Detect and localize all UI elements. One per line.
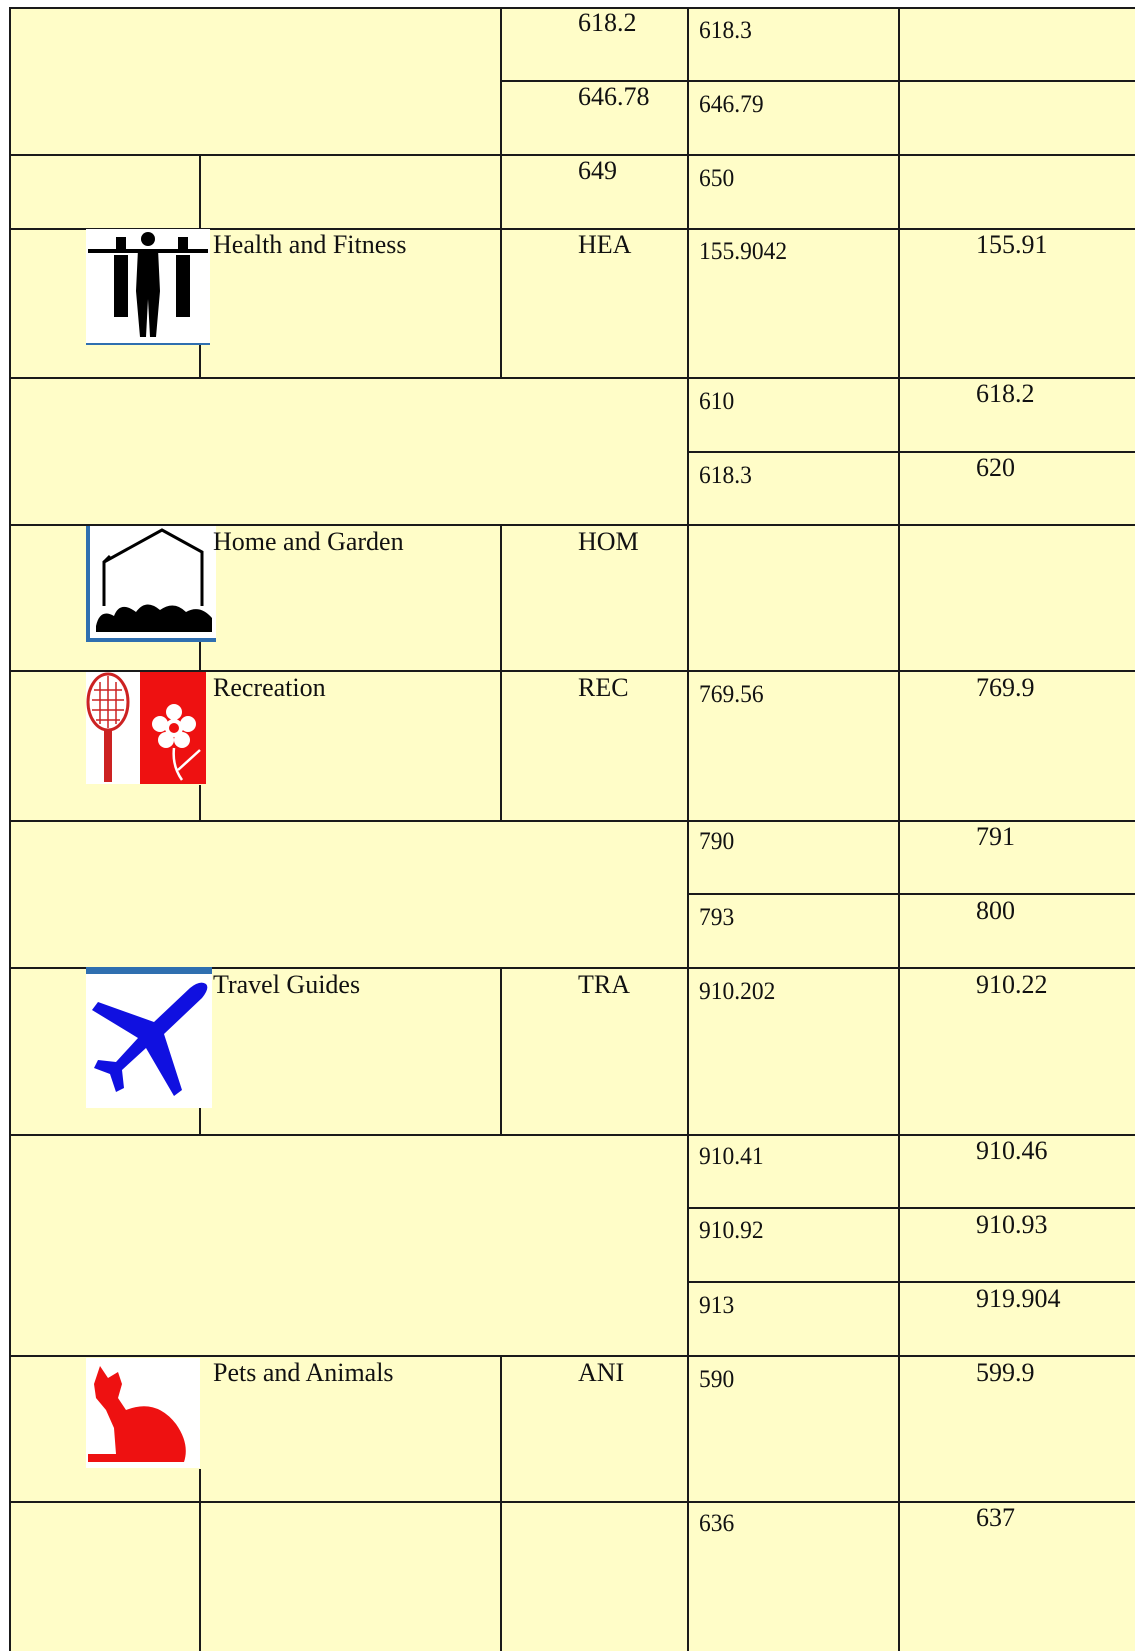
column-divider bbox=[687, 7, 689, 1651]
column-divider bbox=[199, 1469, 201, 1651]
range-to: 910.93 bbox=[976, 1210, 1048, 1239]
range-from: 155.9042 bbox=[699, 238, 788, 265]
tennis-flower-icon bbox=[86, 672, 206, 784]
range-from: 590 bbox=[699, 1366, 735, 1393]
column-divider bbox=[199, 342, 201, 378]
column-divider bbox=[199, 637, 201, 671]
range-from: 910.41 bbox=[699, 1143, 764, 1170]
range-to: 919.904 bbox=[976, 1284, 1061, 1313]
column-divider bbox=[500, 967, 502, 1135]
range-to: 637 bbox=[976, 1503, 1015, 1532]
category-code: TRA bbox=[578, 970, 630, 999]
table-cell: 618.3 bbox=[699, 17, 752, 44]
house-icon bbox=[86, 526, 216, 642]
range-from: 610 bbox=[699, 388, 735, 415]
category-title: Health and Fitness bbox=[213, 230, 407, 259]
range-to: 618.2 bbox=[976, 379, 1035, 408]
row-divider bbox=[687, 1207, 1135, 1209]
row-divider bbox=[10, 1501, 1135, 1503]
cat-icon bbox=[86, 1358, 200, 1468]
range-from: 910.92 bbox=[699, 1217, 764, 1244]
range-from: 790 bbox=[699, 828, 735, 855]
range-from: 636 bbox=[699, 1510, 735, 1537]
range-from: 618.3 bbox=[699, 462, 752, 489]
column-divider bbox=[199, 785, 201, 821]
row-divider bbox=[687, 451, 1135, 453]
row-divider bbox=[10, 1355, 1135, 1357]
table-border-left bbox=[9, 7, 11, 1651]
range-to: 910.22 bbox=[976, 970, 1048, 999]
category-code: ANI bbox=[578, 1358, 625, 1387]
range-to: 800 bbox=[976, 896, 1015, 925]
range-from: 793 bbox=[699, 904, 735, 931]
row-divider bbox=[10, 1134, 1135, 1136]
row-divider bbox=[10, 820, 1135, 822]
table-cell: 650 bbox=[699, 165, 735, 192]
column-divider bbox=[199, 154, 201, 228]
column-divider bbox=[500, 524, 502, 821]
table-border-top bbox=[10, 7, 1135, 9]
range-to: 620 bbox=[976, 453, 1015, 482]
column-divider bbox=[898, 7, 900, 1651]
range-to: 910.46 bbox=[976, 1136, 1048, 1165]
table-cell: 649 bbox=[578, 156, 617, 185]
range-from: 910.202 bbox=[699, 978, 776, 1005]
fitness-figure-icon bbox=[86, 229, 210, 345]
category-code: HOM bbox=[578, 527, 639, 556]
range-from: 769.56 bbox=[699, 681, 764, 708]
airplane-icon bbox=[86, 967, 212, 1108]
range-to: 769.9 bbox=[976, 673, 1035, 702]
category-title: Recreation bbox=[213, 673, 326, 702]
range-to: 791 bbox=[976, 822, 1015, 851]
category-code: HEA bbox=[578, 230, 632, 259]
row-divider bbox=[10, 154, 1135, 156]
category-title: Pets and Animals bbox=[213, 1358, 394, 1387]
column-divider bbox=[500, 1355, 502, 1651]
row-divider bbox=[687, 893, 1135, 895]
table-cell: 646.79 bbox=[699, 91, 764, 118]
row-divider bbox=[687, 1281, 1135, 1283]
category-code: REC bbox=[578, 673, 629, 702]
range-to: 599.9 bbox=[976, 1358, 1035, 1387]
table-cell: 618.2 bbox=[578, 8, 637, 37]
category-title: Travel Guides bbox=[213, 970, 361, 999]
row-divider bbox=[10, 377, 1135, 379]
table-cell: 646.78 bbox=[578, 82, 650, 111]
range-to: 155.91 bbox=[976, 230, 1048, 259]
category-title: Home and Garden bbox=[213, 527, 404, 556]
range-from: 913 bbox=[699, 1292, 735, 1319]
column-divider bbox=[500, 7, 502, 378]
